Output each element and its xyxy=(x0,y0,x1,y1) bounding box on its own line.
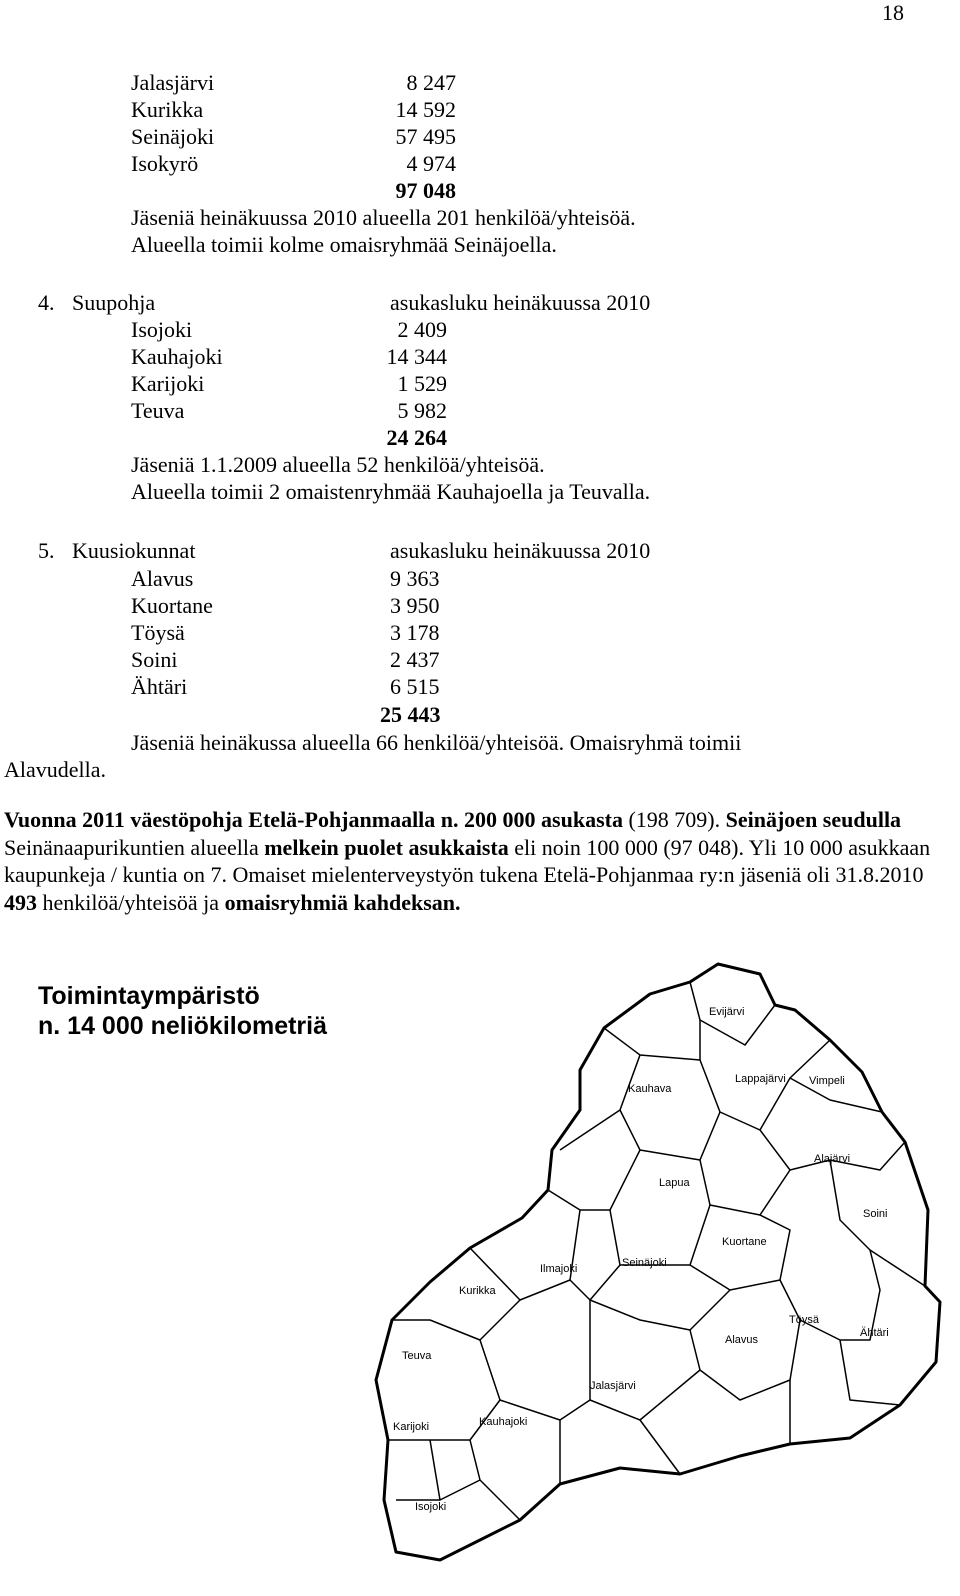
table-row-name: Töysä xyxy=(131,620,185,645)
table-row-name: Alavus xyxy=(131,566,194,591)
map-label: Kurikka xyxy=(459,1285,496,1297)
table-row-name: Karijoki xyxy=(131,371,205,396)
table-row-value: 57 495 xyxy=(395,124,456,149)
table-row-value: 2 437 xyxy=(390,647,440,672)
summary-member-count: 493 xyxy=(4,889,37,915)
map-label: Alavus xyxy=(725,1334,759,1346)
table-row-name: Isokyrö xyxy=(131,151,199,176)
map-label: Töysä xyxy=(789,1314,819,1326)
table-row-name: Kuortane xyxy=(131,593,213,618)
table-row-value: 3 178 xyxy=(390,620,440,645)
table-row-name: Ähtäri xyxy=(131,674,188,699)
table-total: 24 264 xyxy=(386,425,447,450)
map-label: Lapua xyxy=(659,1177,690,1189)
summary-text: eli noin 100 000 (97 048). Yli 10 000 asukkaan kaupunkeja / kuntia on 7. Omaiset mielenterveystyön tukena Etelä-Pohjanmaa ry:n jäseniä oli 31.8.2010 xyxy=(4,834,931,887)
table-row-value: 1 529 xyxy=(397,371,447,396)
map-label: Kuortane xyxy=(722,1236,767,1248)
table-total: 25 443 xyxy=(380,702,441,727)
table-row-value: 14 344 xyxy=(386,344,447,369)
summary-half-residents: melkein puolet asukkaista xyxy=(264,834,509,860)
table-row-value: 14 592 xyxy=(395,97,456,122)
table-row-value: 8 247 xyxy=(406,70,456,95)
table-row-value: 9 363 xyxy=(390,566,440,591)
summary-text: henkilöä/yhteisöä ja xyxy=(37,889,225,915)
group-note: Alueella toimii 2 omaistenryhmää Kauhajoella ja Teuvalla. xyxy=(131,479,651,504)
map-label: Jalasjärvi xyxy=(590,1380,636,1392)
table-row-name: Isojoki xyxy=(131,317,193,342)
member-note-continued: Alavudella. xyxy=(4,757,107,782)
map-label: Lappajärvi xyxy=(735,1073,786,1085)
map-label: Kauhajoki xyxy=(479,1416,528,1428)
table-row-value: 4 974 xyxy=(406,151,456,176)
map-label: Ähtäri xyxy=(860,1327,889,1339)
group-note: Alueella toimii kolme omaisryhmää Seinäjoella. xyxy=(131,232,557,257)
table-row-name: Jalasjärvi xyxy=(131,70,215,95)
environment-title: Toimintaympäristö xyxy=(38,982,260,1010)
member-note: Jäseniä heinäkussa alueella 66 henkilöä/yhteisöä. Omaisryhmä toimii xyxy=(131,730,742,755)
table-row-value: 6 515 xyxy=(390,674,440,699)
map-label: Evijärvi xyxy=(709,1006,745,1018)
section-name: Suupohja xyxy=(72,290,156,315)
map-label: Seinäjoki xyxy=(622,1257,667,1269)
table-row-name: Seinäjoki xyxy=(131,124,215,149)
table-row-name: Soini xyxy=(131,647,178,672)
map-label: Isojoki xyxy=(415,1501,447,1513)
map-label: Teuva xyxy=(402,1350,432,1362)
section-number: 5. xyxy=(38,538,55,563)
map-label: Kauhava xyxy=(628,1083,672,1095)
member-note: Jäseniä 1.1.2009 alueella 52 henkilöä/yhteisöä. xyxy=(131,452,545,477)
map-label: Vimpeli xyxy=(809,1075,845,1087)
member-note: Jäseniä heinäkuussa 2010 alueella 201 henkilöä/yhteisöä. xyxy=(131,205,636,230)
page-number: 18 xyxy=(882,0,904,25)
region-map xyxy=(370,960,950,1570)
environment-area: n. 14 000 neliökilometriä xyxy=(38,1012,328,1040)
map-label: Ilmajoki xyxy=(540,1263,578,1275)
summary-population: Vuonna 2011 väestöpohja Etelä-Pohjanmaalla n. 200 000 asukasta xyxy=(4,807,623,832)
table-row-name: Kauhajoki xyxy=(131,344,223,369)
table-row-name: Teuva xyxy=(131,398,185,423)
table-row-value: 3 950 xyxy=(390,593,440,618)
column-header: asukasluku heinäkuussa 2010 xyxy=(390,290,651,315)
summary-text: Seinänaapurikuntien alueella xyxy=(4,834,265,860)
summary-paragraph xyxy=(4,806,956,916)
summary-seinajoki-region: Seinäjoen seudulla xyxy=(725,807,902,832)
summary-group-count: omaisryhmiä kahdeksan. xyxy=(224,889,461,915)
table-row-value: 5 982 xyxy=(397,398,447,423)
table-row-value: 2 409 xyxy=(397,317,447,342)
map-label: Karijoki xyxy=(393,1421,430,1433)
table-total: 97 048 xyxy=(395,178,456,203)
table-row-name: Kurikka xyxy=(131,97,204,122)
column-header: asukasluku heinäkuussa 2010 xyxy=(390,538,651,563)
section-number: 4. xyxy=(38,290,55,315)
section-name: Kuusiokunnat xyxy=(72,538,196,563)
map-label: Soini xyxy=(863,1208,888,1220)
summary-text: (198 709). xyxy=(622,807,726,832)
map-label: Alajärvi xyxy=(814,1153,851,1165)
